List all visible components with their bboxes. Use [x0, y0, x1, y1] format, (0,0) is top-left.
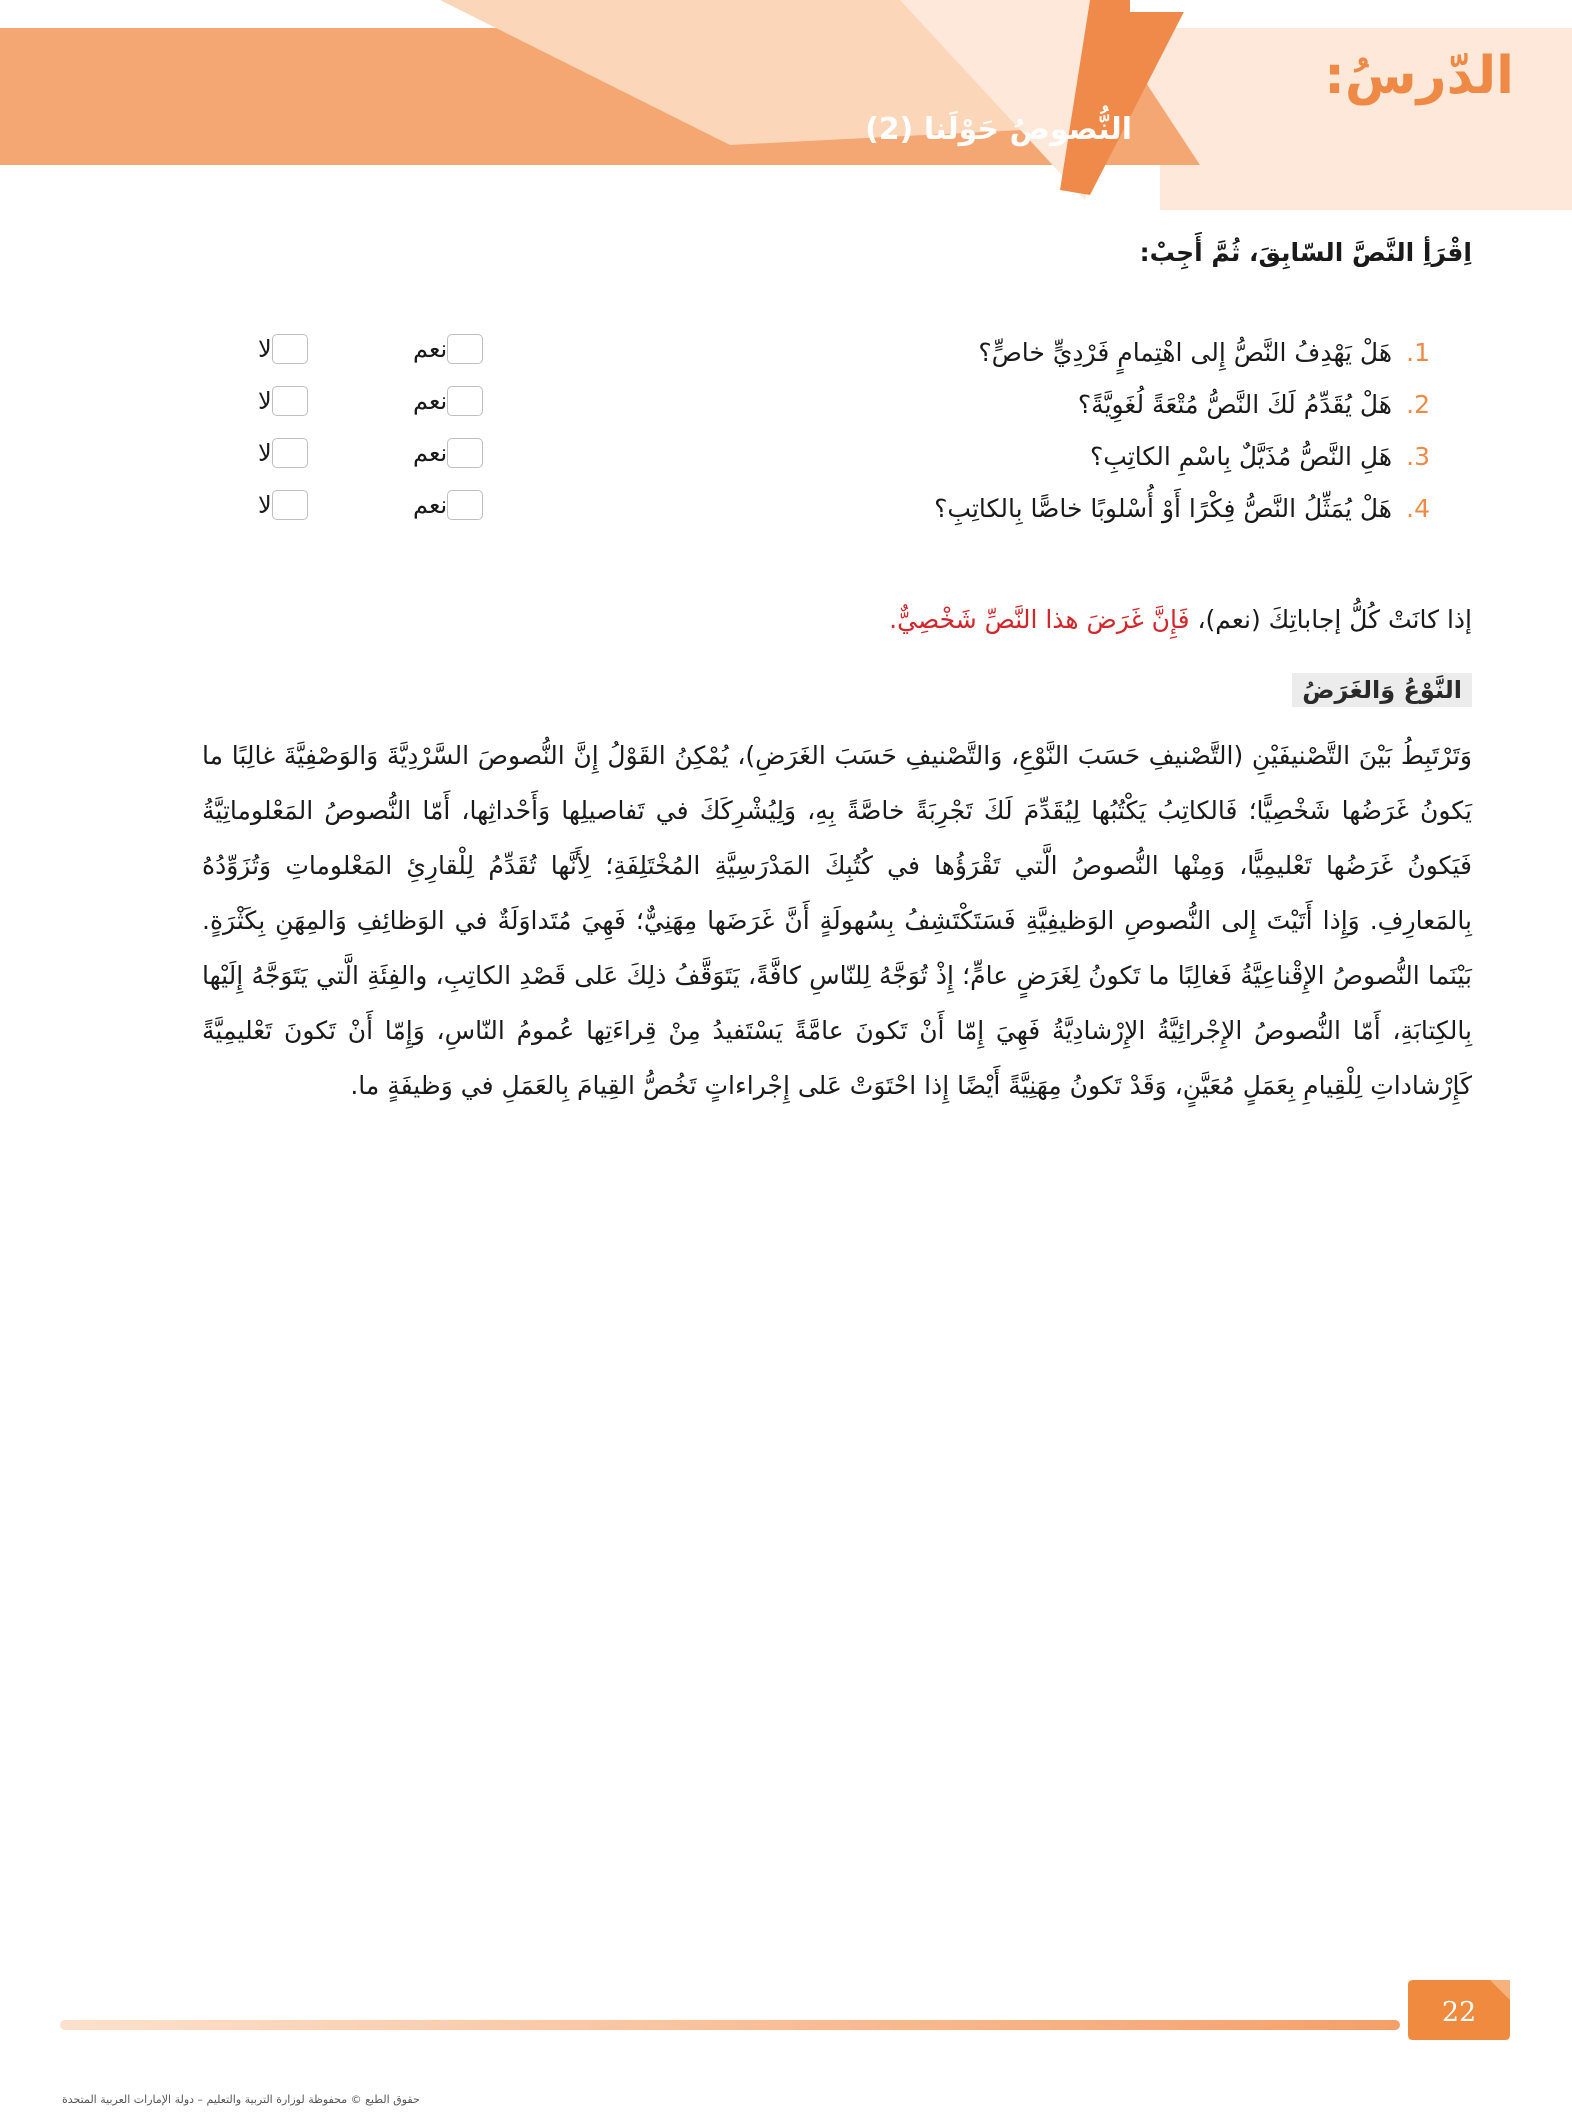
header-top-gap	[1130, 0, 1572, 12]
yes-checkbox[interactable]	[447, 490, 483, 520]
instruction-text: اِقْرَأِ النَّصَّ السّابِقَ، ثُمَّ أَجِبْ:	[1139, 238, 1472, 267]
yes-option[interactable]	[405, 386, 483, 416]
conclusion-prefix: إذا كانَتْ كُلُّ إجاباتِكَ (نعم)،	[1197, 605, 1472, 634]
yes-label: نعم	[413, 491, 448, 519]
question-text: هَلْ يَهْدِفُ النَّصُّ إِلى اهْتِمامٍ فَرْدِيٍّ خاصٍّ؟	[978, 338, 1392, 367]
no-label: لا	[258, 439, 272, 467]
question-number: 4.	[1406, 494, 1430, 523]
no-checkbox[interactable]	[272, 334, 308, 364]
question-number: 1.	[1406, 338, 1430, 367]
yes-label: نعم	[413, 439, 448, 467]
no-checkbox[interactable]	[272, 386, 308, 416]
question-row	[250, 434, 1430, 486]
question-text: هَلْ يُقَدِّمُ لَكَ النَّصُّ مُتْعَةً لُغَوِيَّةً؟	[1077, 390, 1392, 419]
yes-option[interactable]	[405, 438, 483, 468]
copyright-text: حقوق الطبع © محفوظة لوزارة التربية والتعليم – دولة الإمارات العربية المتحدة	[62, 2093, 420, 2106]
no-label: لا	[258, 387, 272, 415]
question-row	[250, 486, 1430, 538]
question-row	[250, 330, 1430, 382]
yes-checkbox[interactable]	[447, 386, 483, 416]
yes-option[interactable]	[405, 490, 483, 520]
yes-option[interactable]	[405, 334, 483, 364]
yes-label: نعم	[413, 335, 448, 363]
question-text: هَلِ النَّصُّ مُذَيَّلٌ بِاسْمِ الكاتِبِ؟	[1090, 442, 1392, 471]
yes-checkbox[interactable]	[447, 334, 483, 364]
yes-label: نعم	[413, 387, 448, 415]
section-body: وَتَرْتَبِطُ بَيْنَ التَّصْنيفَيْنِ (التَّصْنيفِ حَسَبَ النَّوْعِ، وَالتَّصْنيفِ حَسَبَ الغَرَضِ)، يُمْكِنُ القَوْلُ إِنَّ النُّصوصَ السَّرْدِيَّةَ وَالوَصْفِيَّةَ غالِبًا ما يَكونُ غَرَضُها شَخْصِيًّا؛ فَالكاتِبُ يَكْتُبُها لِيُقَدِّمَ لَكَ تَجْرِبَةً خاصَّةً بِهِ، وَلِيُشْرِكَكَ في تَفاصيلِها وَأَحْداثِها، أَمّا النُّصوصُ المَعْلوماتِيَّةُ فَيَكونُ غَرَضُها تَعْليمِيًّا، وَمِنْها النُّصوصُ الَّتي تَقْرَؤُها في كُتُبِكَ المَدْرَسِيَّةِ المُخْتَلِفَةِ؛ لِأَنَّها تُقَدِّمُ لِلْقارِئِ المَعْلوماتِ وَتُزَوِّدُهُ بِالمَعارِفِ. وَإِذا أَتَيْتَ إِلى النُّصوصِ الوَظيفِيَّةِ فَسَتَكْتَشِفُ بِسُهولَةٍ أَنَّ غَرَضَها مِهَنِيٌّ؛ فَهِيَ مُتَداوَلَةٌ في الوَظائِفِ وَالمِهَنِ بِكَثْرَةٍ. بَيْنَما النُّصوصُ الإِقْناعِيَّةُ فَغالِبًا ما تَكونُ لِغَرَضٍ عامٍّ؛ إِذْ تُوَجَّهُ لِلنّاسِ كافَّةً، يَتَوَقَّفُ ذلِكَ عَلى قَصْدِ الكاتِبِ، والفِئَةِ الَّتي يَتَوَجَّهُ إِلَيْها بِالكِتابَةِ، أَمّا النُّصوصُ الإِجْرائِيَّةُ الإِرْشادِيَّةُ فَهِيَ إِمّا أَنْ تَكونَ عامَّةً يَسْتَفيدُ مِنْ قِراءَتِها عُمومُ النّاسِ، وَإِمّا أَنْ تَكونَ تَعْليمِيَّةً كَإِرْشاداتِ لِلْقِيامِ بِعَمَلٍ مُعَيَّنٍ، وَقَدْ تَكونُ مِهَنِيَّةً أَيْضًا إِذا احْتَوَتْ عَلى إِجْراءاتٍ تَخُصُّ القِيامَ بِالعَمَلِ في وَظيفَةٍ ما.	[202, 741, 1472, 1100]
footer-bar	[60, 2020, 1400, 2030]
no-checkbox[interactable]	[272, 438, 308, 468]
no-label: لا	[258, 335, 272, 363]
no-label: لا	[258, 491, 272, 519]
no-option[interactable]	[250, 334, 308, 364]
questions-list	[250, 330, 1430, 538]
no-option[interactable]	[250, 438, 308, 468]
conclusion-text	[889, 605, 1472, 634]
lesson-label: الدّرسُ:	[1324, 46, 1514, 106]
lesson-title: النُّصوصُ حَوْلَنا (2)	[865, 112, 1132, 147]
section-heading: النَّوْعُ وَالغَرَضُ	[1292, 673, 1472, 707]
question-number: 2.	[1406, 390, 1430, 419]
no-option[interactable]	[250, 386, 308, 416]
conclusion-highlight: فَإِنَّ غَرَضَ هذا النَّصِّ شَخْصِيٌّ.	[889, 605, 1190, 634]
question-row	[250, 382, 1430, 434]
no-checkbox[interactable]	[272, 490, 308, 520]
page-number: 22	[1441, 1997, 1477, 2028]
question-text: هَلْ يُمَثِّلُ النَّصُّ فِكْرًا أَوْ أُسْلوبًا خاصًّا بِالكاتِبِ؟	[934, 494, 1392, 523]
yes-checkbox[interactable]	[447, 438, 483, 468]
no-option[interactable]	[250, 490, 308, 520]
question-number: 3.	[1406, 442, 1430, 471]
